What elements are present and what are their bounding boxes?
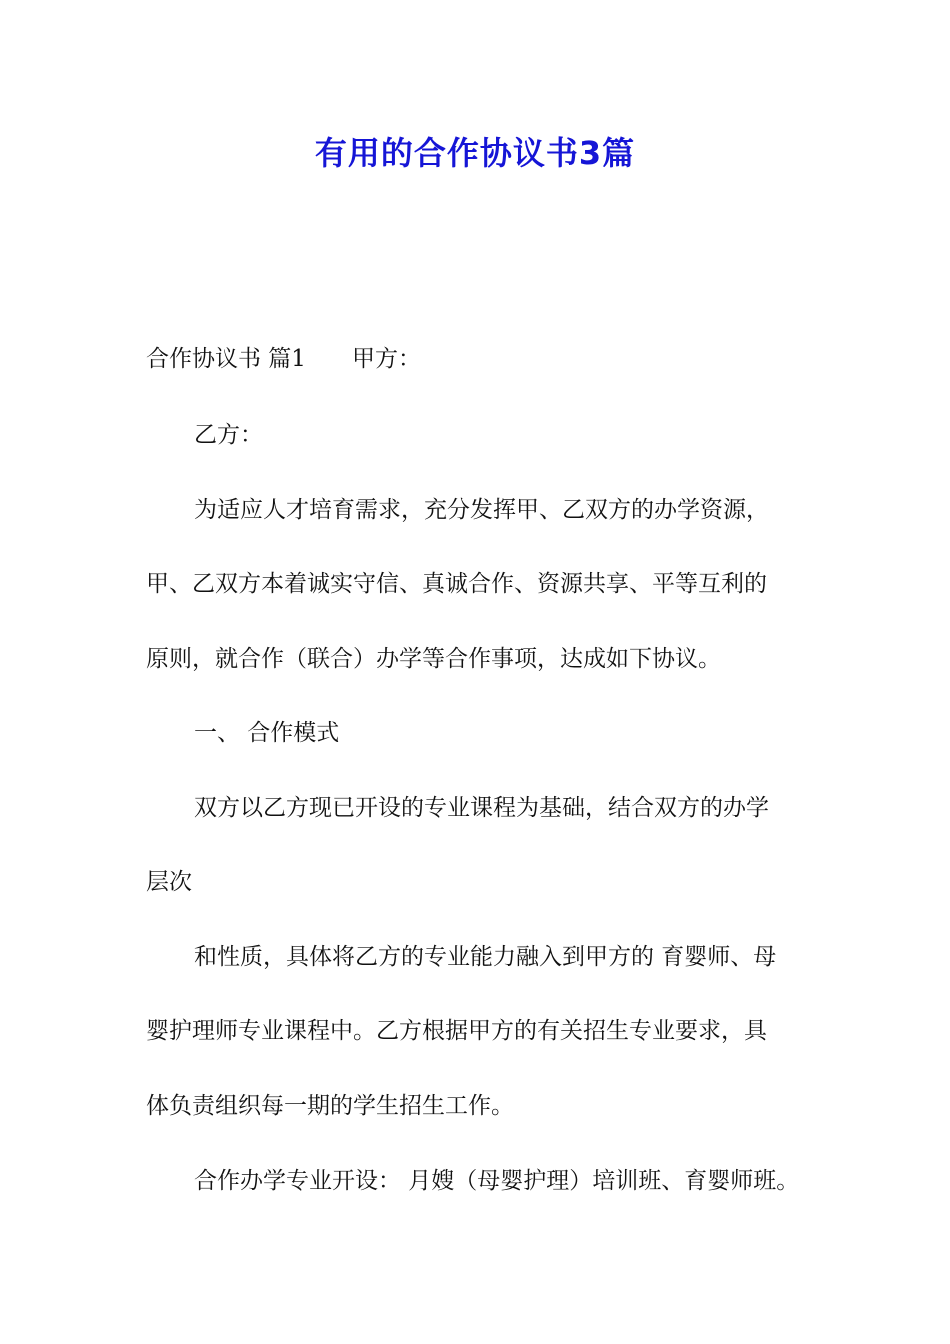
section-heading-cooperation-mode: 一、 合作模式 [194,720,340,746]
party-a-label: 甲方： [351,346,421,372]
paragraph-line: 合作办学专业开设： 月嫂（母婴护理）培训班、育婴师班。 [194,1168,800,1194]
document-title: 有用的合作协议书3篇 [314,134,636,172]
paragraph-line: 和性质，具体将乙方的专业能力融入到甲方的 育婴师、母 [194,944,777,970]
party-b-label: 乙方： [194,422,263,448]
section-header-line [146,343,421,375]
paragraph-line: 体负责组织每一期的学生招生工作。 [146,1093,514,1119]
paragraph-line: 层次 [146,869,192,895]
paragraph-line: 双方以乙方现已开设的专业课程为基础，结合双方的办学 [194,795,769,821]
section-label: 合作协议书 篇1 [146,346,306,372]
paragraph-line: 甲、乙双方本着诚实守信、真诚合作、资源共享、平等互利的 [146,571,767,597]
paragraph-line: 原则，就合作（联合）办学等合作事项，达成如下协议。 [146,646,721,672]
paragraph-line: 婴护理师专业课程中。乙方根据甲方的有关招生专业要求，具 [146,1018,767,1044]
paragraph-line: 为适应人才培育需求，充分发挥甲、乙双方的办学资源， [194,497,769,523]
